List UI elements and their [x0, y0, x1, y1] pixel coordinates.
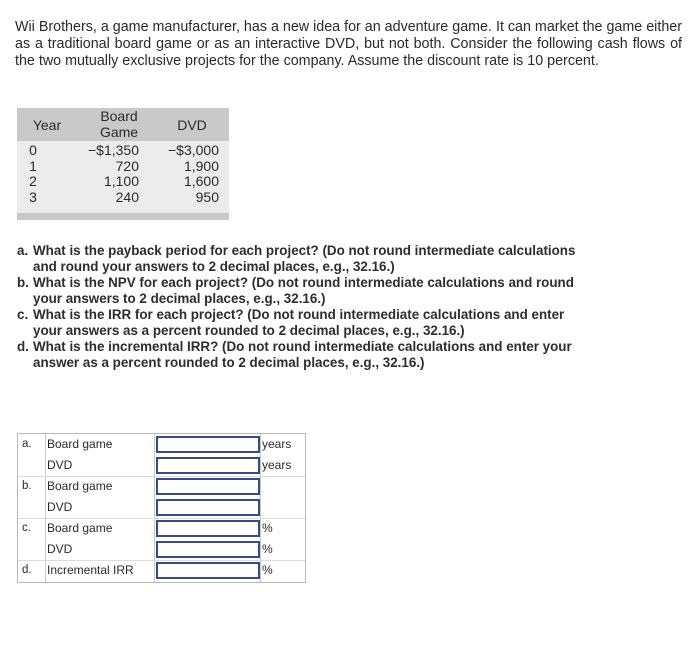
question-a — [17, 243, 587, 275]
item-label: DVD — [47, 458, 73, 472]
question-b — [17, 275, 587, 307]
answer-table — [17, 433, 306, 583]
npv-dvd-input[interactable] — [156, 499, 260, 516]
question-text-wrap — [33, 307, 587, 339]
unit-label: % — [262, 521, 273, 535]
unit-label: % — [262, 563, 273, 577]
part-label: c. — [22, 522, 31, 534]
dvd-column — [147, 143, 219, 205]
item-label: Incremental IRR — [47, 563, 134, 577]
year-cell: 1 — [29, 157, 37, 174]
cash-flow-footer-band — [17, 213, 229, 220]
year-column — [29, 143, 37, 205]
year-cell: 0 — [29, 142, 37, 158]
question-text-wrap — [33, 243, 587, 275]
question-c — [17, 307, 587, 339]
part-label: a. — [22, 438, 32, 450]
irr-board-game-input[interactable] — [156, 520, 260, 537]
cash-flow-table — [17, 108, 229, 220]
problem-intro: Wii Brothers, a game manufacturer, has a new idea for an adventure game. It can market the game either as a traditional board game or as an interactive DVD, but not both. Consider the following cash flows of the two mutually exclusive projects for the company. Assume the discount rate is 10 percent. — [15, 19, 682, 69]
question-note: (Do not round intermediate calculations and enter your answers as a percent rounded to 2 decimal places, e.g., 32.16.) — [33, 307, 565, 338]
dvd-cell: 950 — [195, 188, 219, 205]
npv-board-game-input[interactable] — [156, 478, 260, 495]
board-game-cell: 720 — [115, 157, 139, 174]
payback-board-game-input[interactable] — [156, 436, 260, 453]
question-note: (Do not round intermediate calculations and round your answers to 2 decimal places, e.g., 32.16.) — [33, 275, 574, 306]
board-game-cell: −$1,350 — [88, 142, 139, 158]
question-text: What is the NPV for each project? — [33, 275, 249, 290]
answer-row-a-board — [18, 434, 305, 455]
question-note: (Do not round intermediate calculations and enter your answer as a percent rounded to 2 decimal places, e.g., 32.16.) — [33, 339, 572, 370]
item-label: DVD — [47, 542, 73, 556]
question-text: What is the payback period for each project? — [33, 243, 319, 258]
board-game-header-line1: Board — [100, 108, 138, 124]
answer-row-d-incremental — [18, 560, 305, 581]
item-label: Board game — [47, 521, 113, 535]
question-note: (Do not round intermediate calculations and round your answers to 2 decimal places, e.g., 32.16.) — [33, 243, 576, 274]
board-game-header-line2: Game — [99, 124, 139, 140]
year-cell: 3 — [29, 188, 37, 205]
question-d — [17, 339, 587, 371]
answer-row-b-board — [18, 476, 305, 497]
dvd-header: DVD — [177, 117, 207, 133]
question-label: c. — [17, 307, 29, 322]
answer-row-c-dvd — [18, 539, 305, 560]
question-label: a. — [17, 243, 29, 258]
question-label: d. — [17, 339, 29, 354]
question-text: What is the IRR for each project? — [33, 307, 244, 322]
payback-dvd-input[interactable] — [156, 457, 260, 474]
dvd-cell: 1,900 — [183, 157, 219, 174]
question-list — [17, 243, 587, 371]
year-header: Year — [32, 117, 62, 133]
part-label: b. — [22, 480, 32, 492]
incremental-irr-input[interactable] — [156, 562, 260, 579]
board-game-column — [75, 143, 139, 205]
item-label: Board game — [47, 479, 113, 493]
irr-dvd-input[interactable] — [156, 541, 260, 558]
dvd-cell: −$3,000 — [168, 142, 219, 158]
year-cell: 2 — [29, 173, 37, 189]
unit-label: years — [262, 437, 292, 451]
question-text-wrap — [33, 275, 587, 307]
answer-row-a-dvd — [18, 455, 305, 476]
answer-row-c-board — [18, 518, 305, 539]
answer-row-b-dvd — [18, 497, 305, 518]
unit-label: % — [262, 542, 273, 556]
board-game-cell: 240 — [115, 188, 139, 205]
part-label: d. — [22, 564, 32, 576]
unit-label: years — [262, 458, 292, 472]
board-game-cell: 1,100 — [103, 173, 139, 189]
dvd-cell: 1,600 — [183, 173, 219, 189]
question-text: What is the incremental IRR? — [33, 339, 219, 354]
question-label: b. — [17, 275, 29, 290]
item-label: Board game — [47, 437, 113, 451]
question-text-wrap — [33, 339, 587, 371]
item-label: DVD — [47, 500, 73, 514]
